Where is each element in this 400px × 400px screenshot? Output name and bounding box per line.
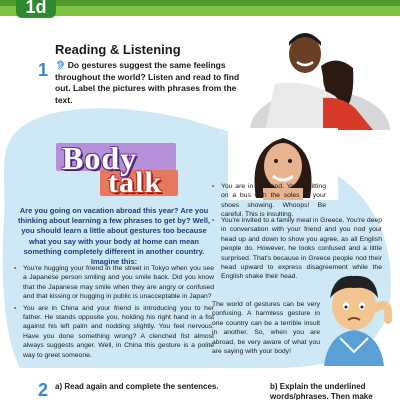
article-title-talk: talk <box>108 166 163 199</box>
list-item <box>14 304 214 360</box>
list-item <box>14 264 214 302</box>
article-title-body: Body <box>62 140 138 176</box>
bullet-text: You're invited to a family meal in Greece. You're deep in conversation with your friend and you nod your head up and down to show you agree, as all English people do. However, he looks confused and a little surprised. That's because in Greece people nod their head upward to express disagreement while the English shake their head. <box>221 217 382 281</box>
task2-part-b: b) Explain the underlined words/phrases. Then make <box>270 382 373 400</box>
article-closing: The world of gestures can be very confusing. A harmless gesture in one country can be a terrible insult in another. So, when you are abroad, be very aware of what you are saying with your body! <box>212 301 320 356</box>
section-title: Reading & Listening <box>55 42 181 57</box>
photo-couple-hugging <box>245 18 395 130</box>
ear-icon: 👂︎ <box>55 60 66 70</box>
list-item <box>212 182 326 220</box>
unit-badge: 1d <box>16 0 56 18</box>
task2-part-a: a) Read again and complete the sentences. <box>55 382 219 391</box>
bullet-icon: • <box>14 304 17 312</box>
bullet-icon: • <box>212 183 215 190</box>
task1-number: 1 <box>38 60 49 80</box>
bullet-text: You're hugging your friend in the street in Tokyo when you see a Japanese person smiling and you smile back. Did you know that the Japanese may smile when they are angry or confused and that kissing or hugging in public is unacceptable in Japan? <box>23 265 214 301</box>
bullet-text: You are in China and your friend is introducing you to her father. He stands opposite you, holding his right hand in a fist against his left palm and nodding slightly. You feel nervous. Have you done something wrong? A clenched fist almost always suggests anger. Well, in China this gesture is a polite way to greet someone. <box>23 304 214 359</box>
bullet-icon: • <box>14 265 17 272</box>
article-left-column <box>14 264 214 362</box>
task1-instruction-text: Do gestures suggest the same feelings throughout the world? Listen and read to find out. Label the pictures with phrases from the text. <box>55 60 240 105</box>
article-intro: Are you going on vacation abroad this year? Are you thinking about learning a few phrases to get by? Well, you should learn a little about gestures too because what you say with your body at home can mean something completely different in another country. Imagine this: <box>18 206 210 267</box>
cartoon-boy-illustration <box>310 268 398 366</box>
top-band-stripe <box>0 0 400 6</box>
bullet-text: You are in Thailand. You're sitting on a bus with the soles of your shoes showing. Whoops! Be careful. This is insulting. <box>221 183 326 219</box>
task2-number: 2 <box>38 380 49 400</box>
bullet-icon: • <box>212 217 215 224</box>
